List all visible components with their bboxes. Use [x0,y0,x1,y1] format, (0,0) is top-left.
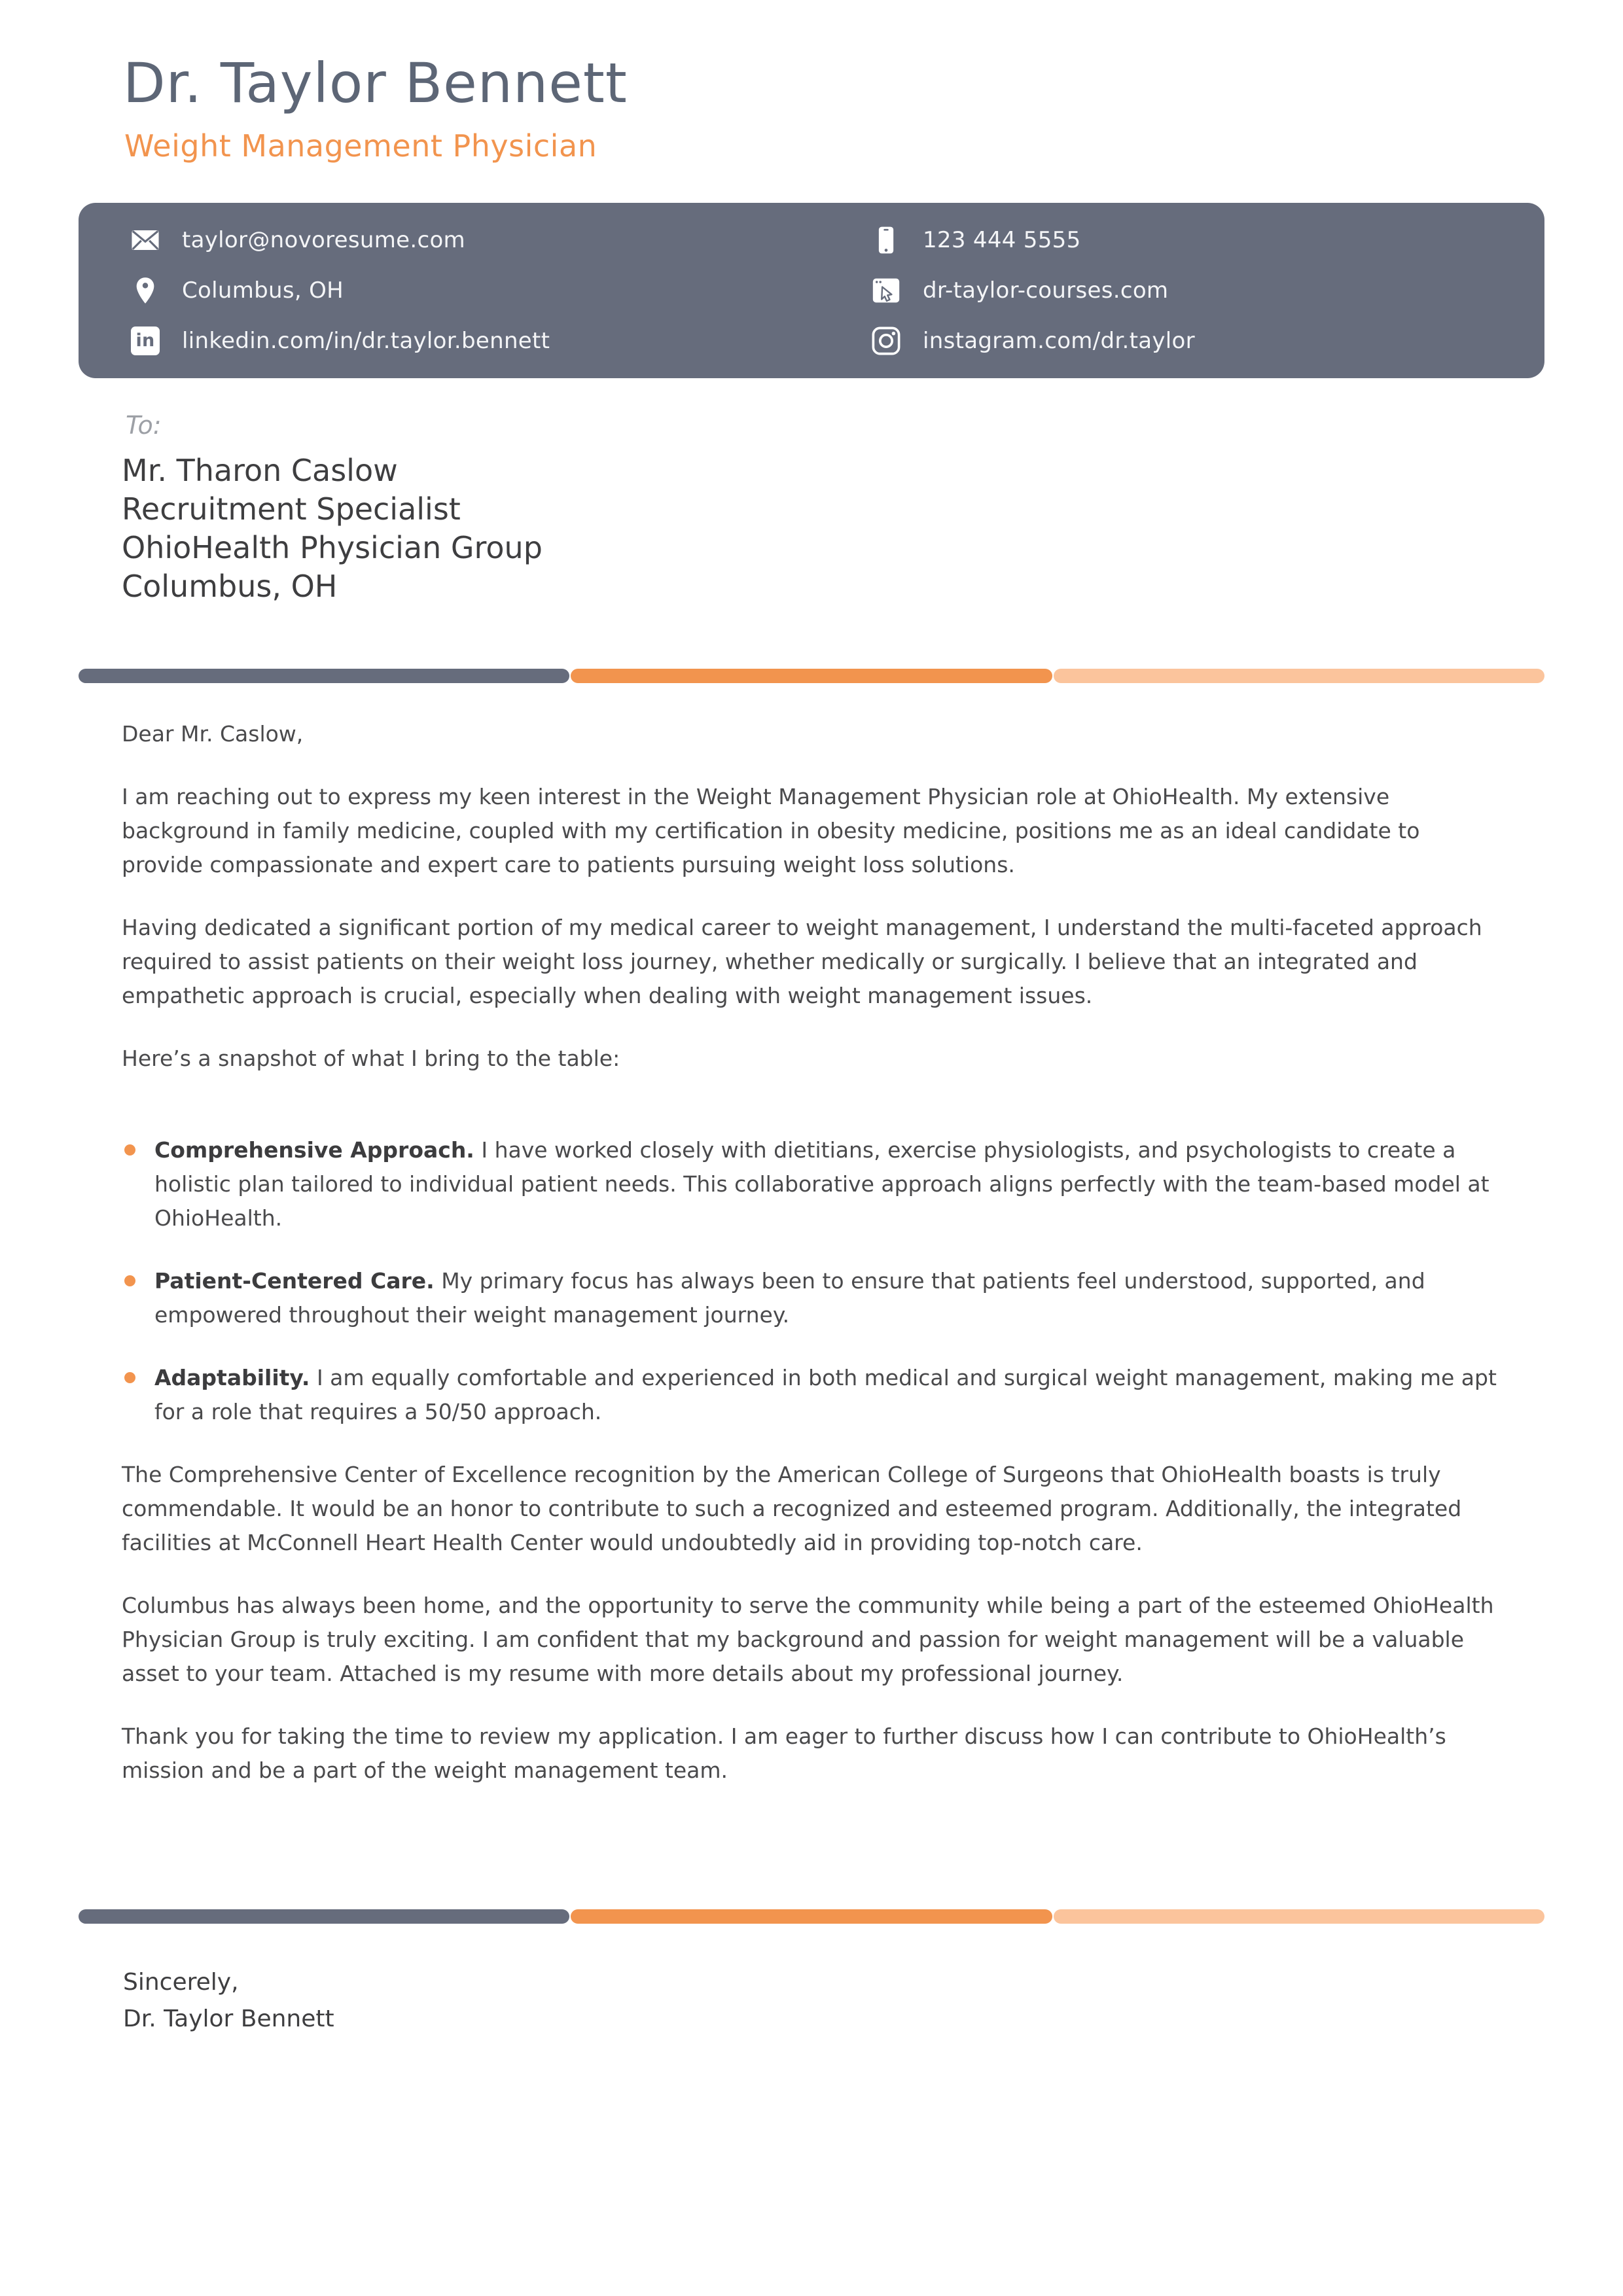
contact-linkedin[interactable] [79,316,870,366]
bullet-list [122,1133,1504,1429]
bullet-lead: Comprehensive Approach. [154,1137,474,1163]
website-icon [870,276,902,305]
phone-icon [870,225,902,255]
email-icon [130,229,161,251]
salutation: Dear Mr. Caslow, [122,721,304,747]
contact-location-value: Columbus, OH [182,277,344,304]
bullet-item-adaptability [122,1361,1504,1429]
doctor-name: Dr. Taylor Bennett [123,51,628,115]
contact-website[interactable] [870,266,1544,315]
divider-segment-light [1054,1909,1544,1924]
contact-website-value: dr-taylor-courses.com [923,277,1169,304]
linkedin-icon: in [130,327,161,355]
contact-location[interactable] [79,266,870,315]
letter-body [122,717,1504,1816]
contact-phone[interactable] [870,215,1544,265]
contact-instagram[interactable] [870,316,1544,366]
job-title: Weight Management Physician [124,128,597,164]
recipient-role: Recruitment Specialist [122,491,461,527]
bullet-item-comprehensive-approach [122,1133,1504,1235]
bullet-text: I am equally comfortable and experienced in both medical and surgical weight management, making me apt for a role that requires a 50/50 approach. [154,1365,1497,1424]
paragraph-background: Having dedicated a significant portion of my medical career to weight management, I understand the multi-faceted approach required to assist patients on their weight loss journey, whether medically or surgically. I believe that an integrated and empathetic approach is crucial, especially when dealing with weight management issues. [122,915,1482,1008]
contact-phone-value: 123 444 5555 [923,227,1081,253]
contact-email-value: taylor@novoresume.com [182,227,465,253]
paragraph-columbus: Columbus has always been home, and the opportunity to serve the community while being a part of the esteemed OhioHealth Physician Group is truly exciting. I am confident that my background and passion for weight management will be a valuable asset to your team. Attached is my resume with more details about my professional journey. [122,1593,1494,1686]
bullet-item-patient-centered-care [122,1264,1504,1332]
instagram-icon [870,327,902,355]
closing-salutation: Sincerely, [123,1969,239,1996]
divider-segment-orange [571,669,1052,683]
divider-segment-gray [79,669,569,683]
divider-segment-gray [79,1909,569,1924]
paragraph-recognition: The Comprehensive Center of Excellence recognition by the American College of Surgeons that OhioHealth boasts is truly commendable. It would be an honor to contribute to such a recognized and esteemed program. Additionally, the integrated facilities at McConnell Heart Health Center would undoubtedly aid in providing top-notch care. [122,1462,1462,1555]
divider-segment-orange [571,1909,1052,1924]
recipient-label: To: [126,411,162,440]
closing-block [123,1964,334,2038]
contact-instagram-value: instagram.com/dr.taylor [923,328,1195,354]
signature-name: Dr. Taylor Bennett [123,2005,334,2032]
contact-bar [79,203,1544,378]
contact-email[interactable] [79,215,870,265]
snapshot-intro: Here’s a snapshot of what I bring to the table: [122,1046,620,1071]
recipient-company: OhioHealth Physician Group [122,530,543,565]
paragraph-interest: I am reaching out to express my keen interest in the Weight Management Physician role at OhioHealth. My extensive background in family medicine, coupled with my certification in obesity medicine, positions me as an ideal candidate to provide compassionate and expert care to patients pursuing weight loss solutions. [122,784,1420,877]
recipient-block [122,451,543,606]
bullet-text: My primary focus has always been to ensure that patients feel understood, supported, and empowered throughout their weight management journey. [154,1268,1425,1328]
divider-bottom [79,1909,1544,1924]
contact-linkedin-value: linkedin.com/in/dr.taylor.bennett [182,328,550,354]
divider-top [79,669,1544,683]
recipient-name: Mr. Tharon Caslow [122,453,398,488]
recipient-city: Columbus, OH [122,569,338,604]
bullet-lead: Patient-Centered Care. [154,1268,435,1294]
location-icon [130,276,161,305]
divider-segment-light [1054,669,1544,683]
bullet-lead: Adaptability. [154,1365,310,1390]
bullet-text: I have worked closely with dietitians, exercise physiologists, and psychologists to create a holistic plan tailored to individual patient needs. This collaborative approach aligns perfectly with the team-based model at OhioHealth. [154,1137,1489,1231]
paragraph-thanks: Thank you for taking the time to review my application. I am eager to further discuss how I can contribute to OhioHealth’s mission and be a part of the weight management team. [122,1723,1446,1783]
